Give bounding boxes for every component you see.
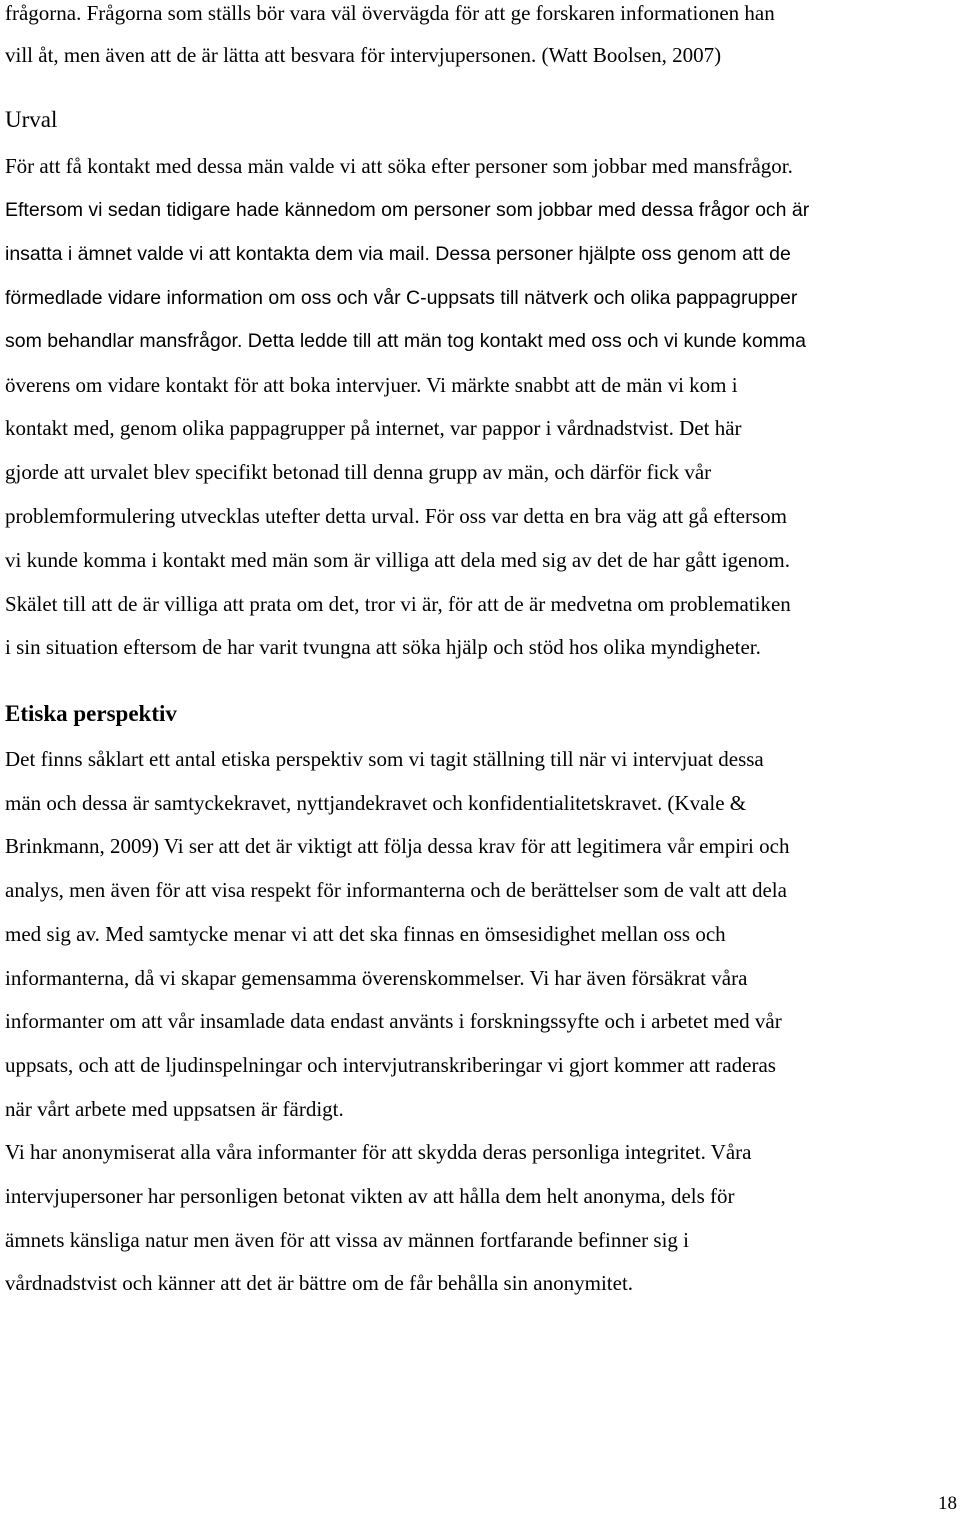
paragraph-line: i sin situation eftersom de har varit tvungna att söka hjälp och stöd hos olika myndigheter.: [5, 635, 761, 659]
paragraph-line: Brinkmann, 2009) Vi ser att det är viktigt att följa dessa krav för att legitimera vår empiri och: [5, 834, 790, 858]
paragraph-line: när vårt arbete med uppsatsen är färdigt.: [5, 1097, 344, 1121]
paragraph-line: vill åt, men även att de är lätta att besvara för intervjupersonen. (Watt Boolsen, 2007): [5, 43, 722, 67]
paragraph-line: med sig av. Med samtycke menar vi att det ska finnas en ömsesidighet mellan oss och: [5, 922, 726, 946]
paragraph-line: män och dessa är samtyckekravet, nyttjandekravet och konfidentialitetskravet. (Kvale &: [5, 791, 747, 815]
paragraph-line: Eftersom vi sedan tidigare hade kännedom om personer som jobbar med dessa frågor och är: [5, 199, 810, 221]
paragraph-line: intervjupersoner har personligen betonat vikten av att hålla dem helt anonyma, dels för: [5, 1184, 735, 1208]
paragraph-line: Vi har anonymiserat alla våra informanter för att skydda deras personliga integritet. Våra: [5, 1140, 752, 1164]
section-heading-etiska-perspektiv: Etiska perspektiv: [5, 701, 177, 726]
paragraph-line: insatta i ämnet valde vi att kontakta dem via mail. Dessa personer hjälpte oss genom att de: [5, 243, 791, 265]
paragraph-line: För att få kontakt med dessa män valde vi att söka efter personer som jobbar med mansfrågor.: [5, 154, 793, 178]
paragraph-line: kontakt med, genom olika pappagrupper på internet, var pappor i vårdnadstvist. Det här: [5, 416, 742, 440]
paragraph-line: frågorna. Frågorna som ställs bör vara väl övervägda för att ge forskaren informationen han: [5, 1, 775, 25]
paragraph-line: gjorde att urvalet blev specifikt betonad till denna grupp av män, och därför fick vår: [5, 460, 712, 484]
paragraph-line: Skälet till att de är villiga att prata om det, tror vi är, för att de är medvetna om problematiken: [5, 592, 791, 616]
paragraph-line: vårdnadstvist och känner att det är bättre om de får behålla sin anonymitet.: [5, 1271, 634, 1295]
paragraph-line: Det finns såklart ett antal etiska perspektiv som vi tagit ställning till när vi intervjuat dessa: [5, 747, 764, 771]
page-number: 18: [938, 1493, 957, 1514]
paragraph-line: uppsats, och att de ljudinspelningar och intervjutranskriberingar vi gjort kommer att raderas: [5, 1053, 776, 1077]
paragraph-line: problemformulering utvecklas utefter detta urval. För oss var detta en bra väg att gå eftersom: [5, 504, 787, 528]
paragraph-line: informanterna, då vi skapar gemensamma överenskommelser. Vi har även försäkrat våra: [5, 966, 748, 990]
paragraph-line: informanter om att vår insamlade data endast använts i forskningssyfte och i arbetet med vår: [5, 1009, 782, 1033]
paragraph-line: förmedlade vidare information om oss och vår C-uppsats till nätverk och olika pappagrupper: [5, 287, 798, 309]
paragraph-line: analys, men även för att visa respekt för informanterna och de berättelser som de valt att dela: [5, 878, 787, 902]
paragraph-line: överens om vidare kontakt för att boka intervjuer. Vi märkte snabbt att de män vi kom i: [5, 373, 738, 397]
paragraph-line: vi kunde komma i kontakt med män som är villiga att dela med sig av det de har gått igenom.: [5, 548, 790, 572]
paragraph-line: ämnets känsliga natur men även för att vissa av männen fortfarande befinner sig i: [5, 1228, 690, 1252]
paragraph-line: som behandlar mansfrågor. Detta ledde till att män tog kontakt med oss och vi kunde komma: [5, 330, 806, 352]
section-heading-urval: Urval: [5, 107, 58, 132]
